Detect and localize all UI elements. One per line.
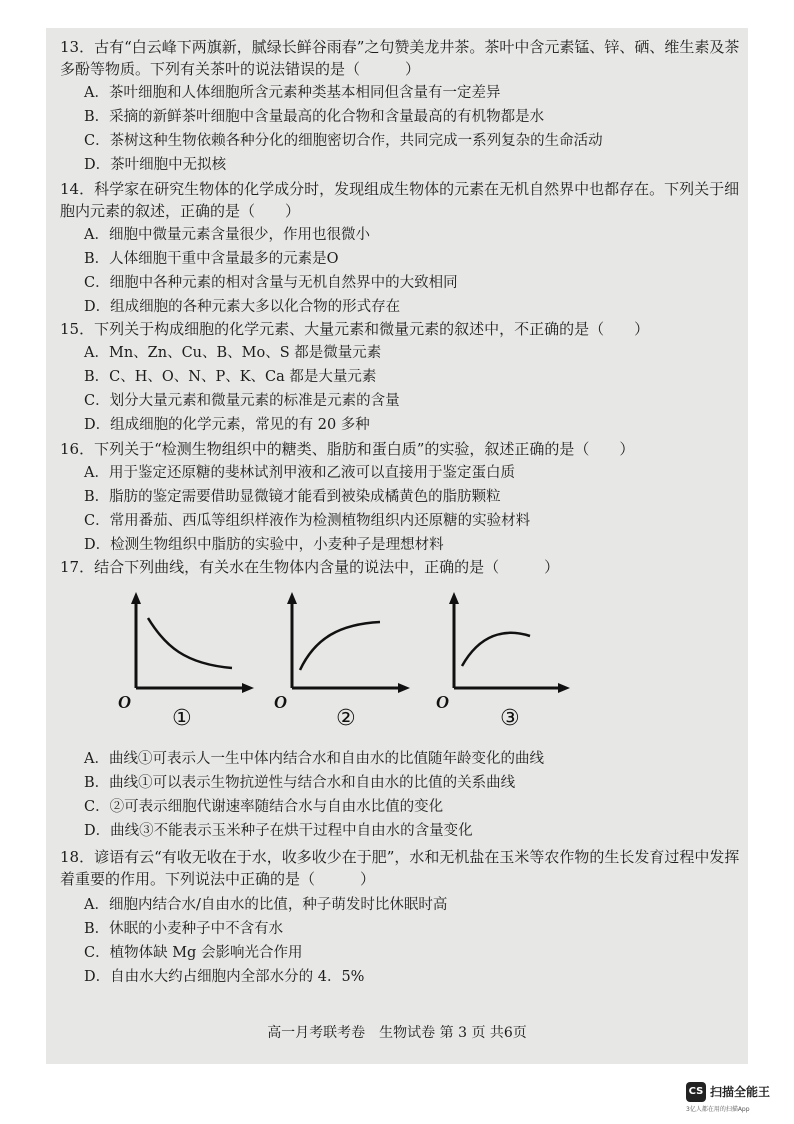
question-17-option-c: C．②可表示细胞代谢速率随结合水与自由水比值的变化 (84, 799, 444, 815)
question-16-option-c: C．常用番茄、西瓜等组织样液作为检测植物组织内还原糖的实验材料 (84, 513, 531, 529)
graph-2-label: ② (336, 706, 356, 728)
question-13-option-d: D．茶叶细胞中无拟核 (84, 157, 227, 173)
graph-2-x-arrow (398, 683, 410, 693)
graph-2-curve (300, 622, 380, 670)
question-16-option-a: A．用于鉴定还原糖的斐林试剂甲液和乙液可以直接用于鉴定蛋白质 (84, 465, 515, 481)
graph-3-y-arrow (449, 592, 459, 604)
graph-2-origin: O (274, 692, 287, 712)
question-17-option-b: B．曲线①可以表示生物抗逆性与结合水和自由水的比值的关系曲线 (84, 775, 516, 791)
question-16-stem: 16．下列关于“检测生物组织中的糖类、脂肪和蛋白质”的实验，叙述正确的是（ ） (60, 440, 635, 458)
question-13-stem: 13．古有“白云峰下两旗新，腻绿长鲜谷雨春”之句赞美龙井茶。茶叶中含元素锰、锌、硒、维生素及茶多酚等物质。下列有关茶叶的说法错误的是（ ） (60, 38, 740, 78)
curve-graph-1 (118, 592, 254, 728)
graph-1-x-arrow (242, 683, 254, 693)
page-footer: 高一月考联考卷 生物试卷 第 3 页 共6页 (267, 1025, 527, 1041)
question-14-option-d: D．组成细胞的各种元素大多以化合物的形式存在 (84, 299, 401, 315)
question-13-option-a: A．茶叶细胞和人体细胞所含元素种类基本相同但含量有一定差异 (84, 85, 501, 101)
question-17-option-a: A．曲线①可表示人一生中体内结合水和自由水的比值随年龄变化的曲线 (84, 751, 544, 767)
graph-3-origin: O (436, 692, 449, 712)
scanner-watermark (686, 1082, 786, 1116)
camscanner-logo-icon: CS (686, 1082, 706, 1102)
graph-3-curve (462, 633, 530, 666)
graph-1-y-arrow (131, 592, 141, 604)
question-13-option-c: C．茶树这种生物依赖各种分化的细胞密切合作，共同完成一系列复杂的生命活动 (84, 133, 603, 149)
question-15-option-b: B．C、H、O、N、P、K、Ca 都是大量元素 (84, 369, 377, 385)
question-15-option-a: A．Mn、Zn、Cu、B、Mo、S 都是微量元素 (84, 345, 382, 361)
question-15-option-c: C．划分大量元素和微量元素的标准是元素的含量 (84, 393, 400, 409)
graph-1-origin: O (118, 692, 131, 712)
watermark-subtitle: 3亿人都在用的扫描App (686, 1106, 750, 1113)
question-14-option-a: A．细胞中微量元素含量很少，作用也很微小 (84, 227, 370, 243)
graph-2-y-arrow (287, 592, 297, 604)
water-content-curves-figure (110, 588, 610, 728)
question-15-stem: 15．下列关于构成细胞的化学元素、大量元素和微量元素的叙述中，不正确的是（ ） (60, 320, 650, 338)
graph-3-label: ③ (500, 706, 520, 728)
curve-graph-3 (436, 592, 570, 728)
question-16-option-b: B．脂肪的鉴定需要借助显微镜才能看到被染成橘黄色的脂肪颗粒 (84, 489, 501, 505)
question-18-option-a: A．细胞内结合水/自由水的比值，种子萌发时比休眠时高 (84, 897, 448, 913)
question-13-option-b: B．采摘的新鲜茶叶细胞中含量最高的化合物和含量最高的有机物都是水 (84, 109, 545, 125)
graph-1-curve (148, 618, 232, 668)
watermark-name: 扫描全能王 (710, 1085, 771, 1099)
graph-1-label: ① (172, 706, 192, 728)
question-14-stem: 14．科学家在研究生物体的化学成分时，发现组成生物体的元素在无机自然界中也都存在。下列关于细胞内元素的叙述，正确的是（ ） (60, 180, 740, 220)
curve-graph-2 (274, 592, 410, 728)
question-15-option-d: D．组成细胞的化学元素，常见的有 20 多种 (84, 417, 370, 433)
question-17-option-d: D．曲线③不能表示玉米种子在烘干过程中自由水的含量变化 (84, 823, 473, 839)
graph-3-x-arrow (558, 683, 570, 693)
question-17-stem: 17．结合下列曲线，有关水在生物体内含量的说法中，正确的是（ ） (60, 558, 560, 576)
question-16-option-d: D．检测生物组织中脂肪的实验中，小麦种子是理想材料 (84, 537, 444, 553)
question-18-option-b: B．休眠的小麦种子中不含有水 (84, 921, 284, 937)
question-14-option-c: C．细胞中各种元素的相对含量与无机自然界中的大致相同 (84, 275, 458, 291)
question-14-option-b: B．人体细胞干重中含量最多的元素是O (84, 251, 339, 267)
question-18-stem: 18．谚语有云“有收无收在于水，收多收少在于肥”，水和无机盐在玉米等农作物的生长发育过程中发挥着重要的作用。下列说法中正确的是（ ） (60, 848, 740, 888)
question-18-option-c: C．植物体缺 Mg 会影响光合作用 (84, 945, 303, 961)
question-18-option-d: D．自由水大约占细胞内全部水分的 4．5% (84, 969, 365, 985)
